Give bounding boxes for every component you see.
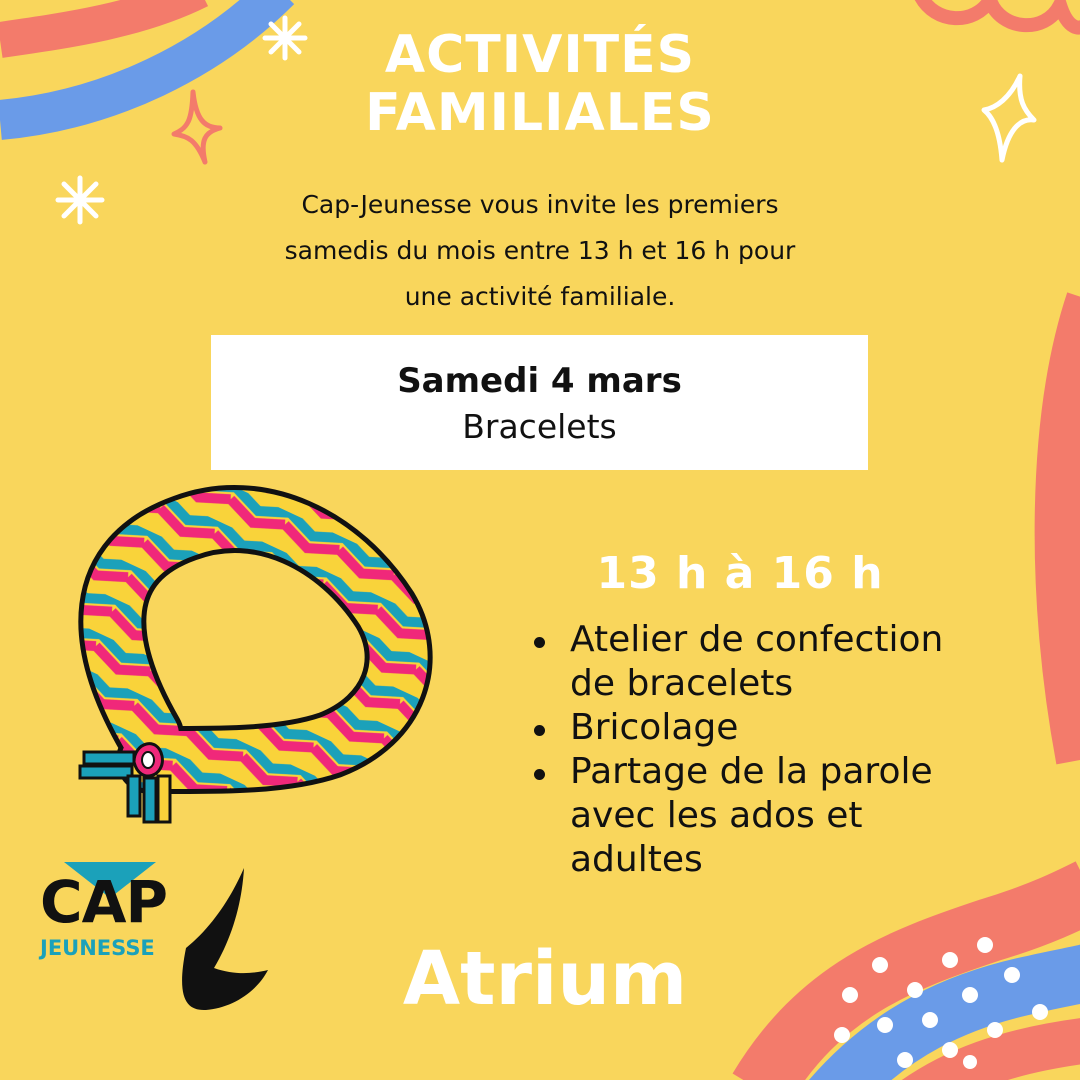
intro-line: une activité familiale.	[404, 282, 676, 311]
list-item-line: adultes	[570, 839, 703, 880]
title-line-1: ACTIVITÉS	[384, 25, 696, 85]
event-theme: Bracelets	[462, 407, 617, 446]
intro-line: Cap-Jeunesse vous invite les premiers	[301, 190, 779, 219]
venue-label: Atrium	[402, 936, 688, 1022]
event-hours: 13 h à 16 h	[596, 548, 884, 599]
list-item-line: Partage de la parole	[570, 751, 933, 792]
list-item-line: de bracelets	[570, 663, 794, 704]
event-date-box	[211, 335, 868, 470]
logo-cap-text: CAP	[40, 868, 167, 936]
list-item	[532, 706, 1062, 750]
list-item	[532, 750, 1062, 882]
list-item	[532, 618, 1062, 706]
event-date: Samedi 4 mars	[397, 361, 682, 401]
cap-jeunesse-logo	[36, 858, 276, 1018]
activity-list	[532, 618, 1062, 882]
title-line-2: FAMILIALES	[365, 83, 715, 143]
list-item-line: avec les ados et	[570, 795, 863, 836]
intro-line: samedis du mois entre 13 h et 16 h pour	[284, 236, 796, 265]
list-item-line: Bricolage	[570, 707, 739, 748]
intro-text	[230, 182, 850, 320]
logo-jeunesse-text: JEUNESSE	[40, 936, 155, 960]
list-item-line: Atelier de confection	[570, 619, 944, 660]
